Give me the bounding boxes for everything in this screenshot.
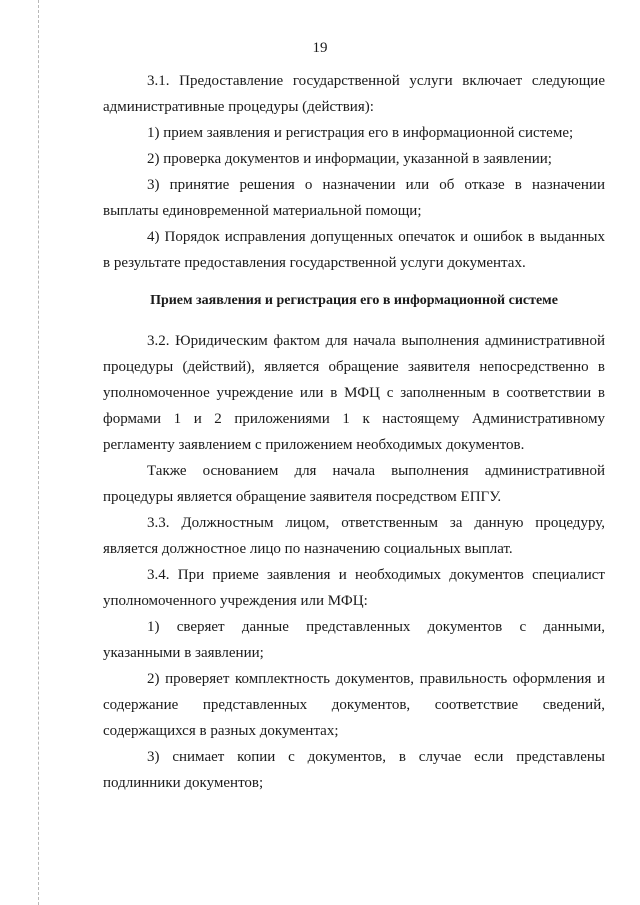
list-item-1: 1) прием заявления и регистрация его в информационной системе; [147, 125, 574, 141]
scan-margin-line [38, 0, 39, 905]
paragraph-3-1: 3.1. Предоставление государственной услуги включает следующие административные процедуры (действия): [103, 73, 605, 115]
sublist-item-3: 3) снимает копии с документов, в случае если представлены подлинники документов; [103, 749, 605, 791]
paragraph-3-4: 3.4. При приеме заявления и необходимых документов специалист уполномоченного учреждения или МФЦ: [103, 567, 605, 609]
sublist-item-1: 1) сверяет данные представленных документов с данными, указанными в заявлении; [103, 619, 605, 661]
list-item-2: 2) проверка документов и информации, указанной в заявлении; [147, 151, 552, 167]
list-item-4: 4) Порядок исправления допущенных опечаток и ошибок в выданных в результате предоставления государственной услуги документах. [103, 229, 605, 271]
section-heading: Прием заявления и регистрация его в информационной системе [150, 293, 558, 308]
list-item-3: 3) принятие решения о назначении или об отказе в назначении выплаты единовременной материальной помощи; [103, 177, 605, 219]
paragraph-3-2: 3.2. Юридическим фактом для начала выполнения административной процедуры (действий), является обращение заявителя непосредственно в уполномоченное учреждение или в МФЦ с заполненным в соответствии в формами 1 и 2 приложениями 1 к настоящему Административному регламенту заявлением с приложением необходимых документов. [103, 333, 605, 453]
paragraph-also-basis: Также основанием для начала выполнения административной процедуры является обращение заявителя посредством ЕПГУ. [103, 463, 605, 505]
document-body [103, 68, 605, 796]
page-number: 19 [312, 40, 328, 56]
paragraph-3-3: 3.3. Должностным лицом, ответственным за данную процедуру, является должностное лицо по назначению социальных выплат. [103, 515, 605, 557]
sublist-item-2: 2) проверяет комплектность документов, правильность оформления и содержание представленных документов, соответствие сведений, содержащихся в разных документах; [103, 671, 605, 739]
